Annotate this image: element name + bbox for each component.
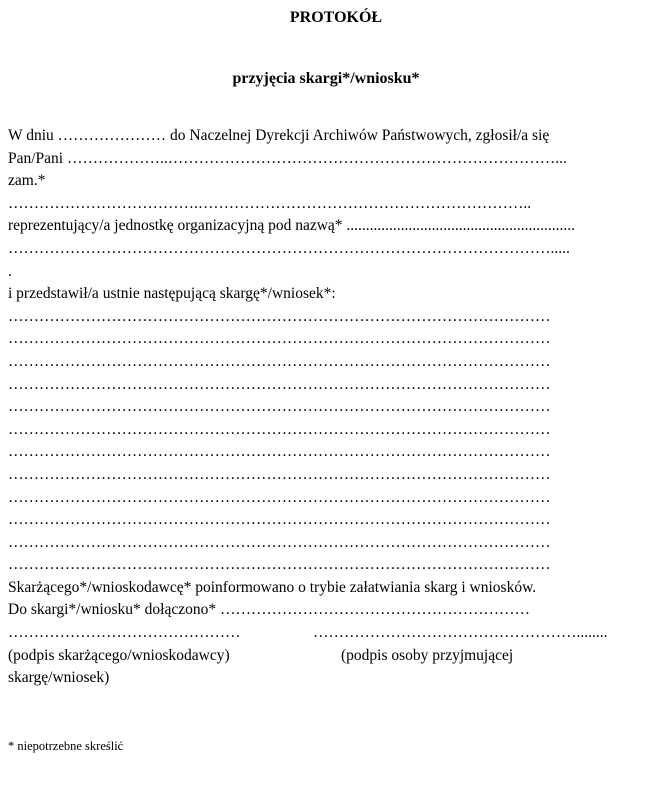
blank-line: ……………………………………………………………………………………………: [8, 443, 551, 461]
blank-line: ……………………………………………………………………………………………: [8, 465, 551, 483]
receiver-signature-line: ……………………………………………........: [313, 624, 608, 642]
address-label: zam.*: [8, 172, 46, 190]
complainant-signature-label: (podpis skarżącego/wnioskodawcy): [8, 646, 230, 664]
blank-line: ……………………………………………………………………………………………: [8, 330, 551, 348]
blank-line: ……………………………………………………………………………………………: [8, 511, 551, 529]
document-title: PROTOKÓŁ: [289, 9, 383, 26]
signature-labels-row: [8, 645, 648, 668]
blank-line: ……………………………………………………………………………………………: [8, 307, 551, 325]
footnote: * niepotrzebne skreślić: [8, 739, 124, 753]
address-line: ……………………………….………………………………………………………..: [8, 194, 532, 212]
organization-line: reprezentujący/a jednostkę organizacyjną pod nazwą* ...........................................................: [8, 217, 576, 235]
blank-line: ……………………………………………………………………………………………: [8, 420, 551, 438]
blank-line: ……………………………………………………………………………………………: [8, 352, 551, 370]
receiver-signature-label: (podpis osoby przyjmującej: [341, 646, 514, 664]
blank-line: ……………………………………………………………………………………………: [8, 556, 551, 574]
complaint-intro: i przedstawił/a ustnie następującą skargę*/wniosek*:: [8, 285, 336, 303]
document-body: [8, 125, 648, 690]
informed-statement: Skarżącego*/wnioskodawcę* poinformowano o trybie załatwiania skarg i wniosków.: [8, 578, 537, 596]
signature-dots-row: [8, 622, 648, 645]
complainant-signature-line: ………………………………………: [8, 624, 241, 642]
receiver-signature-label-continuation: skargę/wniosek): [8, 669, 110, 687]
name-line: Pan/Pani ………………..…………………………………………………………………...: [8, 149, 567, 167]
stray-dot: .: [8, 262, 12, 280]
blank-line: ……………………………………………………………………………………………: [8, 375, 551, 393]
attachments-line: Do skargi*/wniosku* dołączono* ……………………………………………………: [8, 601, 530, 619]
document-subtitle: przyjęcia skargi*/wniosku*: [232, 70, 420, 87]
blank-line: ……………………………………………………………………………………………: [8, 533, 551, 551]
organization-continuation: …………………………………………………………………………………………….....: [8, 239, 570, 257]
blank-line: ……………………………………………………………………………………………: [8, 398, 551, 416]
blank-line: ……………………………………………………………………………………………: [8, 488, 551, 506]
date-line: W dniu ………………… do Naczelnej Dyrekcji Archiwów Państwowych, zgłosił/a się: [8, 127, 550, 144]
